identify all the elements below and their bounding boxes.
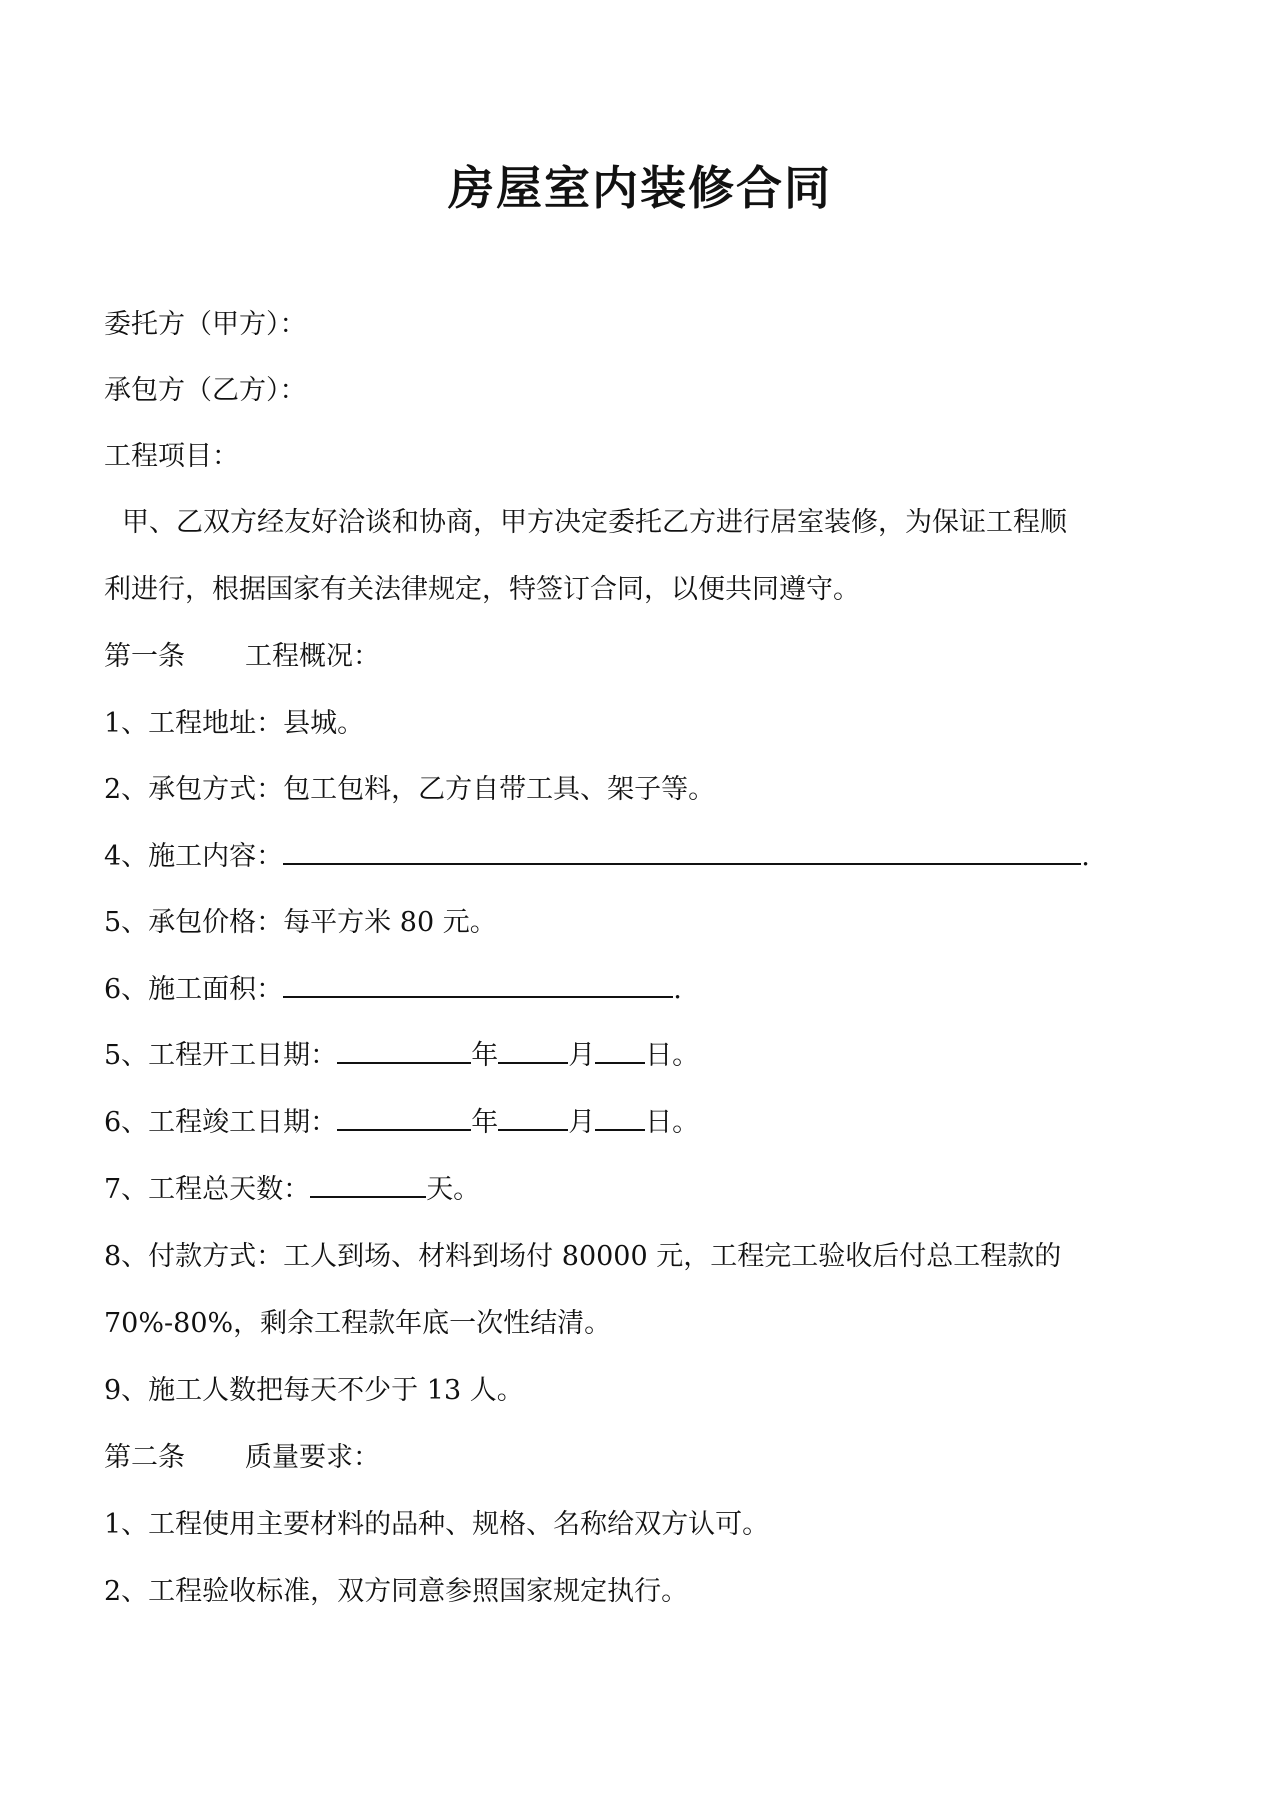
- start-month-unit: 月: [568, 1040, 596, 1071]
- item-end-date: [104, 1103, 699, 1143]
- end-month-blank[interactable]: [498, 1103, 568, 1131]
- total-days-label: 7、工程总天数：: [104, 1174, 311, 1205]
- document-title: 房屋室内装修合同: [448, 161, 832, 215]
- party-a-label: 委托方（甲方）：: [104, 309, 307, 340]
- start-month-blank[interactable]: [498, 1036, 568, 1064]
- item-content: [104, 837, 1090, 877]
- party-b-label: 承包方（乙方）：: [104, 375, 307, 406]
- item-start-date: [104, 1036, 699, 1076]
- item-price: 5、承包价格：每平方米 80 元。: [104, 907, 497, 938]
- content-period: .: [1081, 841, 1090, 872]
- end-year-blank[interactable]: [337, 1103, 471, 1131]
- item-total-days: [104, 1170, 480, 1210]
- item-workers: 9、施工人数把每天不少于 13 人。: [104, 1375, 524, 1406]
- start-year-unit: 年: [471, 1040, 499, 1071]
- area-blank[interactable]: [283, 970, 673, 998]
- content-blank[interactable]: [283, 837, 1081, 865]
- item-payment-line-1: 8、付款方式：工人到场、材料到场付 80000 元，工程完工验收后付总工程款的: [104, 1241, 1062, 1272]
- item-acceptance: 2、工程验收标准，双方同意参照国家规定执行。: [104, 1576, 689, 1607]
- content-label: 4、施工内容：: [104, 841, 284, 872]
- item-contract-mode: 2、承包方式：包工包料，乙方自带工具、架子等。: [104, 774, 716, 805]
- end-label: 6、工程竣工日期：: [104, 1107, 338, 1138]
- article-1-number: 第一条: [104, 641, 185, 672]
- item-materials: 1、工程使用主要材料的品种、规格、名称给双方认可。: [104, 1509, 770, 1540]
- area-label: 6、施工面积：: [104, 974, 284, 1005]
- article-2-heading: [104, 1438, 380, 1478]
- end-year-unit: 年: [471, 1107, 499, 1138]
- project-label: 工程项目：: [104, 441, 239, 472]
- start-day-blank[interactable]: [595, 1036, 645, 1064]
- article-2-number: 第二条: [104, 1442, 185, 1473]
- end-day-blank[interactable]: [595, 1103, 645, 1131]
- end-month-unit: 月: [568, 1107, 596, 1138]
- start-day-unit: 日。: [645, 1040, 700, 1071]
- area-period: .: [673, 974, 682, 1005]
- preamble-line-1: 甲、乙双方经友好洽谈和协商，甲方决定委托乙方进行居室装修，为保证工程顺: [122, 507, 1067, 538]
- preamble-line-2: 利进行，根据国家有关法律规定，特签订合同，以便共同遵守。: [104, 574, 860, 605]
- item-address: 1、工程地址：县城。: [104, 708, 365, 739]
- article-1-title: 工程概况：: [245, 641, 380, 672]
- start-label: 5、工程开工日期：: [104, 1040, 338, 1071]
- end-day-unit: 日。: [645, 1107, 700, 1138]
- total-days-unit: 天。: [426, 1174, 481, 1205]
- item-payment-line-2: 70%-80%，剩余工程款年底一次性结清。: [104, 1308, 612, 1339]
- item-area: [104, 970, 682, 1010]
- article-1-heading: [104, 637, 380, 677]
- total-days-blank[interactable]: [310, 1170, 426, 1198]
- article-2-title: 质量要求：: [245, 1442, 380, 1473]
- start-year-blank[interactable]: [337, 1036, 471, 1064]
